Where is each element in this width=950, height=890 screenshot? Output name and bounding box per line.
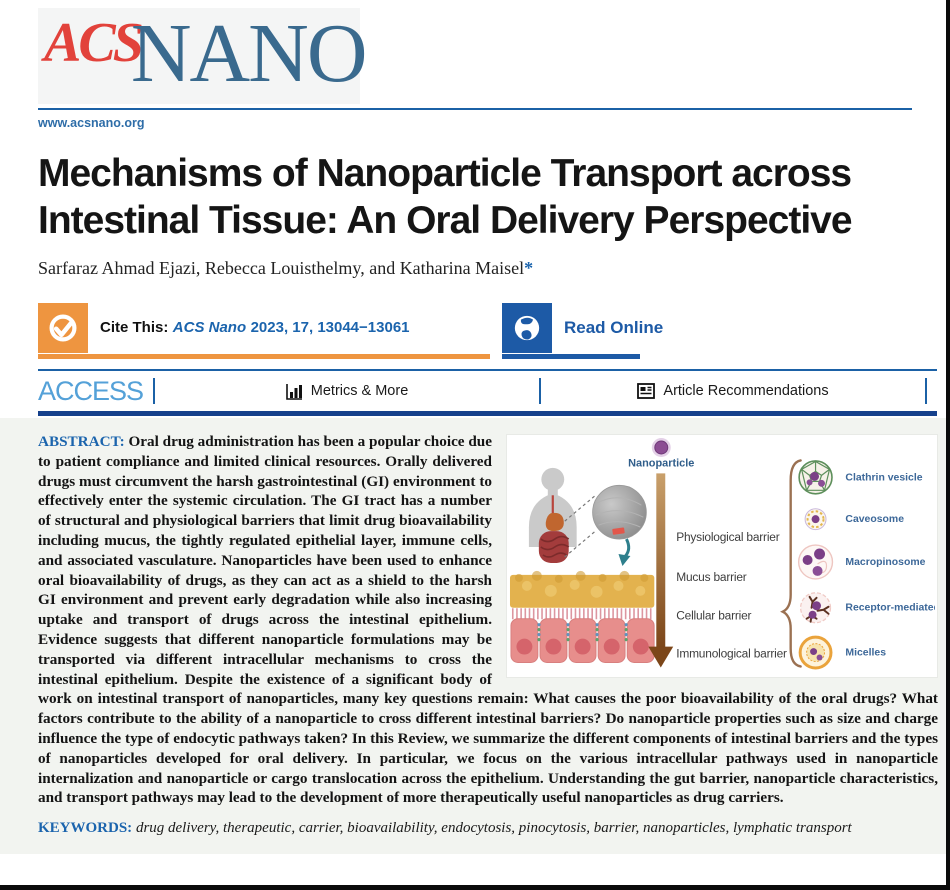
recommendations-button[interactable] (551, 383, 915, 399)
clathrin-vesicle-icon (799, 461, 832, 494)
mechanism-label-micelles: Micelles (845, 647, 887, 659)
acs-nano-logo (38, 7, 366, 104)
human-silhouette-icon (529, 468, 577, 563)
citation-bar (38, 303, 912, 361)
article-recommendations-icon (637, 383, 655, 399)
barrier-label-physiological: Physiological barrier (676, 530, 780, 545)
barrier-label-immunological: Immunological barrier (676, 646, 787, 661)
cite-this-text (100, 319, 410, 337)
abstract-text: Oral drug administration has been a popular choice due to patient compliance and limited clinical resources. Orally delivered drugs must circumvent the harsh gastrointestinal (GI) environment to effectively enter the systemic circulation. The GI tract has a number of structural and physiological barriers that limit drug bioavailability including mucus, the tightly regulated epithelial layer, immune cells, and associated vasculature. Nanoparticles have been used to enhance oral bioavailability of drugs, as they can act as a shield to the harsh GI environment and prevent early degradation while also increasing uptake and transport of drugs across the intestinal epithelium. Evidence suggests that different nanoparticle formulations may be transported via different intracellular mechanisms to cross the intestinal epithelium. Despite the existence of a significant body of work on intestinal transport of nanoparticles, many key questions remain: What causes the poor bioavailability of the oral drugs? What factors contribute to the ability of a nanoparticle to cross different intestinal barriers? Do nanoparticle properties such as size and charge influence the type of endocytic pathways taken? In this Review, we summarize the different components of intestinal barriers and the types of nanoparticles developed for oral delivery. In particular, we focus on the various intracellular pathways used in nanoparticle internalization and nanoparticle or cargo translocation across the epithelium. Understanding the gut barrier, nanoparticle characteristics, and transport pathways may lead to the development of more therapeutically useful nanoparticles as drug carriers. (38, 433, 938, 807)
globe-icon (502, 303, 552, 353)
micelles-icon (800, 637, 831, 668)
separator (925, 378, 927, 404)
teal-arrow-icon (618, 554, 630, 566)
keywords-label: KEYWORDS: (38, 820, 133, 837)
cite-journal-name: ACS Nano (172, 319, 247, 336)
access-bar (38, 371, 937, 411)
read-online-underline (502, 354, 640, 359)
bar-chart-icon (286, 383, 303, 400)
separator (539, 378, 541, 404)
barrier-label-mucus: Mucus barrier (676, 569, 747, 584)
abstract-label: ABSTRACT: (38, 433, 125, 450)
epithelial-cells (511, 619, 654, 663)
author-names: Sarfaraz Ahmad Ejazi, Rebecca Louisthelmy, and Katharina Maisel (38, 258, 525, 278)
article-title (38, 150, 908, 244)
cite-this-label: Cite This: (100, 319, 169, 336)
access-bottom-rule (38, 411, 937, 416)
receptor-mediated-icon (801, 593, 831, 623)
intestinal-epithelium-illustration (510, 571, 654, 663)
access-button[interactable]: ACCESS (38, 375, 144, 406)
checkmark-icon (38, 303, 88, 353)
graphical-abstract (506, 434, 938, 678)
mechanism-label-macropinosome: Macropinosome (845, 556, 926, 568)
logo-acs-text: ACS (44, 12, 141, 74)
title-line-2: Intestinal Tissue: An Oral Delivery Perspective (38, 199, 852, 242)
author-list (38, 258, 946, 279)
keywords-text: drug delivery, therapeutic, carrier, bioavailability, endocytosis, pinocytosis, barrier, nanoparticles, lymphatic transport (135, 820, 852, 837)
cite-this-button[interactable] (38, 303, 410, 353)
mechanism-label-receptor: Receptor-mediated (845, 602, 935, 614)
read-online-button[interactable] (502, 303, 663, 353)
read-online-label: Read Online (564, 318, 664, 337)
journal-url-link[interactable]: www.acsnano.org (38, 116, 145, 130)
abstract-section (0, 418, 946, 854)
mechanism-label-caveosome: Caveosome (845, 514, 905, 526)
brace-icon (783, 460, 801, 666)
nanoparticle-label: Nanoparticle (628, 457, 695, 470)
keywords-row (38, 820, 938, 837)
title-line-1: Mechanisms of Nanoparticle Transport across (38, 152, 852, 195)
metrics-label: Metrics & More (310, 383, 409, 399)
mechanism-label-clathrin: Clathrin vesicle (845, 472, 923, 484)
separator (153, 378, 155, 404)
metrics-button[interactable] (165, 383, 529, 400)
corresponding-author-mark[interactable]: * (524, 258, 534, 278)
cite-reference: 2023, 17, 13044−13061 (250, 319, 410, 336)
gi-environment-sphere (593, 485, 647, 566)
recommendations-label: Article Recommendations (663, 383, 829, 399)
header-divider (38, 108, 912, 110)
barrier-label-cellular: Cellular barrier (676, 608, 752, 623)
caveosome-icon (805, 509, 826, 530)
logo-nano-text: NANO (130, 7, 366, 100)
macropinosome-icon (799, 545, 833, 579)
cite-underline (38, 354, 490, 359)
nanoparticle-icon (652, 438, 671, 457)
